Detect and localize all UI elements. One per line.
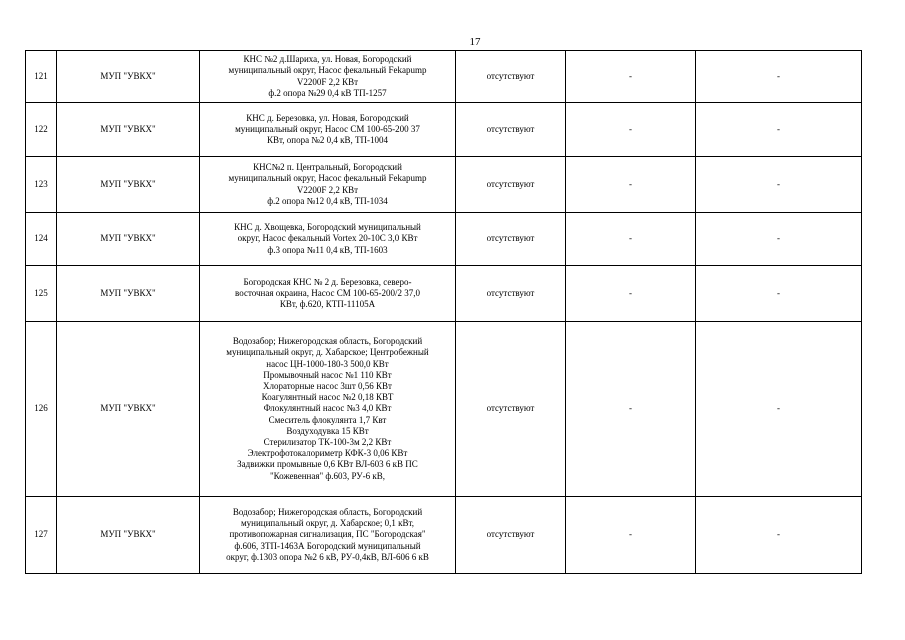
table-row xyxy=(26,103,862,157)
description-line: муниципальный округ, Насос фекальный Fekapump xyxy=(228,65,427,76)
description-cell xyxy=(200,103,456,157)
status-cell: отсутствуют xyxy=(456,157,566,213)
status-cell: отсутствуют xyxy=(456,103,566,157)
document-table xyxy=(25,50,862,574)
row-number-cell: 123 xyxy=(26,157,57,213)
description-line: ф.3 опора №11 0,4 кВ, ТП-1603 xyxy=(267,244,388,255)
table-body xyxy=(26,51,862,574)
row-number-cell: 122 xyxy=(26,103,57,157)
description-line: Промывочный насос №1 110 КВт xyxy=(263,369,392,380)
dash-cell: - xyxy=(566,322,696,497)
description-cell xyxy=(200,322,456,497)
description-line: ф.2 опора №29 0,4 кВ ТП-1257 xyxy=(268,87,387,98)
table-row xyxy=(26,51,862,103)
dash-cell: - xyxy=(696,157,862,213)
description-line: КНС д. Хвощевка, Богородский муниципальный xyxy=(234,222,421,233)
description-line: КНС д. Березовка, ул. Новая, Богородский xyxy=(246,112,409,123)
description-line: муниципальный округ, Насос фекальный Fekapump xyxy=(228,173,427,184)
status-cell: отсутствуют xyxy=(456,51,566,103)
description-line: ф.2 опора №12 0,4 кВ, ТП-1034 xyxy=(267,195,388,206)
description-line: муниципальный округ, д. Хабарское; Центробежный xyxy=(226,347,429,358)
dash-cell: - xyxy=(696,497,862,574)
status-cell: отсутствуют xyxy=(456,322,566,497)
organization-cell: МУП "УВКХ" xyxy=(57,51,200,103)
dash-cell: - xyxy=(566,497,696,574)
description-line: КВт, ф.620, КТП-11105А xyxy=(279,299,376,310)
organization-cell: МУП "УВКХ" xyxy=(57,322,200,497)
description-line: ф.606, ЗТП-1463А Богородский муниципальный xyxy=(234,540,421,551)
description-line: Водозабор; Нижегородская область, Богородский xyxy=(232,506,423,517)
dash-cell: - xyxy=(696,322,862,497)
table-row xyxy=(26,497,862,574)
status-cell: отсутствуют xyxy=(456,266,566,322)
table-row xyxy=(26,266,862,322)
row-number-cell: 124 xyxy=(26,213,57,266)
description-line: насос ЦН-1000-180-3 500,0 КВт xyxy=(266,358,389,369)
description-cell xyxy=(200,266,456,322)
description-cell xyxy=(200,51,456,103)
dash-cell: - xyxy=(566,213,696,266)
description-line: Флокулянтный насос №3 4,0 КВт xyxy=(263,403,392,414)
description-line: Стерилизатор ТК-100-3м 2,2 КВт xyxy=(263,437,392,447)
row-number-cell: 127 xyxy=(26,497,57,574)
status-cell: отсутствуют xyxy=(456,213,566,266)
description-line: округ, ф.1303 опора №2 6 кВ, РУ-0,4кВ, ВЛ-606 6 кВ xyxy=(226,551,429,562)
description-line: Электрофотокалориметр КФК-3 0,06 КВт xyxy=(247,448,408,459)
dash-cell: - xyxy=(696,213,862,266)
description-line: КНС№2 п. Центральный, Богородский xyxy=(253,162,402,173)
status-cell: отсутствуют xyxy=(456,497,566,574)
dash-cell: - xyxy=(566,103,696,157)
description-line: округ, Насос фекальный Vortex 20-10C 3,0 КВт xyxy=(237,233,418,244)
description-line: муниципальный округ, д. Хабарское; 0,1 кВт, xyxy=(240,518,415,529)
description-line: Задвижки промывные 0,6 КВт ВЛ-603 6 кВ ПС xyxy=(237,459,418,470)
description-cell xyxy=(200,157,456,213)
organization-cell: МУП "УВКХ" xyxy=(57,266,200,322)
page-number: 17 xyxy=(469,36,481,48)
description-line: муниципальный округ, Насос СМ 100-65-200 37 xyxy=(235,123,420,134)
row-number-cell: 126 xyxy=(26,322,57,497)
description-line: Богородская КНС № 2 д. Березовка, северо- xyxy=(243,276,412,287)
dash-cell: - xyxy=(566,157,696,213)
description-line: "Кожевенная" ф.603, РУ-6 кВ, xyxy=(269,470,386,481)
organization-cell: МУП "УВКХ" xyxy=(57,103,200,157)
table-row xyxy=(26,213,862,266)
row-number-cell: 121 xyxy=(26,51,57,103)
description-line: противопожарная сигнализация, ПС "Богородская" xyxy=(229,529,426,540)
organization-cell: МУП "УВКХ" xyxy=(57,213,200,266)
description-cell xyxy=(200,213,456,266)
description-line: КНС №2 д.Шариха, ул. Новая, Богородский xyxy=(243,54,412,65)
description-line: Коагулянтный насос №2 0,18 КВТ xyxy=(261,392,394,403)
description-line: Смеситель флокулянта 1,7 Квт xyxy=(268,414,387,425)
description-line: Воздуходувка 15 КВт xyxy=(286,425,369,436)
description-line: восточная окраина, Насос СМ 100-65-200/2 37,0 xyxy=(235,287,420,298)
organization-cell: МУП "УВКХ" xyxy=(57,497,200,574)
description-line: КВт, опора №2 0,4 кВ, ТП-1004 xyxy=(266,135,389,146)
table-row xyxy=(26,322,862,497)
dash-cell: - xyxy=(566,51,696,103)
description-line: V2200F 2,2 КВт xyxy=(296,184,359,195)
organization-cell: МУП "УВКХ" xyxy=(57,157,200,213)
table-row xyxy=(26,157,862,213)
row-number-cell: 125 xyxy=(26,266,57,322)
description-line: Водозабор; Нижегородская область, Богородский xyxy=(232,336,423,347)
dash-cell: - xyxy=(696,266,862,322)
dash-cell: - xyxy=(566,266,696,322)
description-cell xyxy=(200,497,456,574)
description-line: Хлораторные насос 3шт 0,56 КВт xyxy=(262,380,392,391)
description-line: V2200F 2,2 КВт xyxy=(296,76,359,87)
dash-cell: - xyxy=(696,51,862,103)
dash-cell: - xyxy=(696,103,862,157)
